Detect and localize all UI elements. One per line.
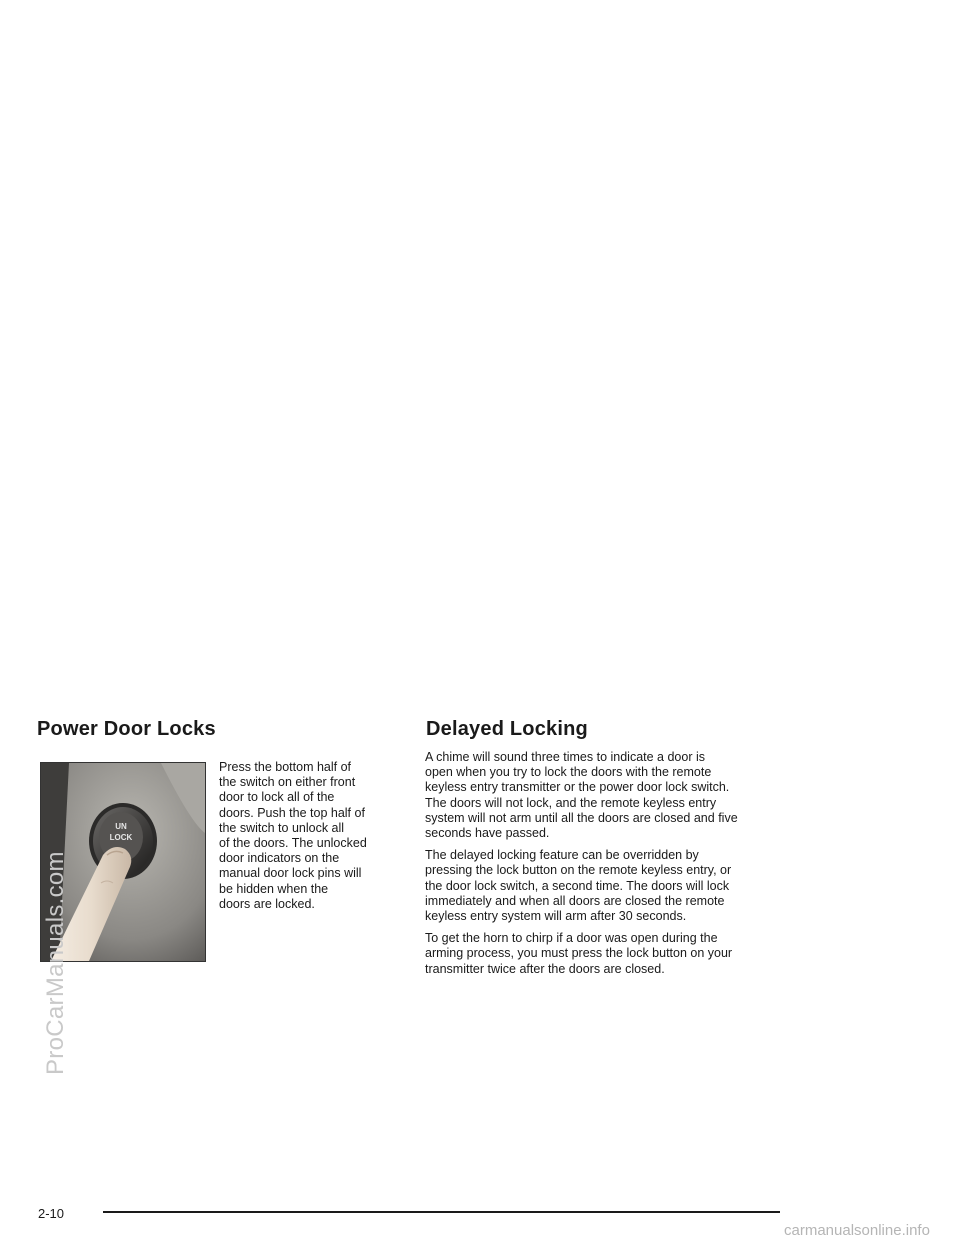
text-line: manual door lock pins will (219, 866, 362, 881)
text-line: seconds have passed. (425, 826, 550, 841)
switch-label-un: UN (115, 822, 127, 831)
delayed-locking-text (425, 750, 797, 984)
text-line: the switch on either front (219, 775, 356, 790)
text-line: keyless entry transmitter or the power door lock switch. (425, 780, 730, 795)
paragraph (425, 931, 797, 977)
text-line: open when you try to lock the doors with the remote (425, 765, 712, 780)
footer-rule (103, 1211, 780, 1213)
text-line: A chime will sound three times to indicate a door is (425, 750, 705, 764)
footer-site-link[interactable]: carmanualsonline.info (784, 1222, 930, 1239)
text-line: of the doors. The unlocked (219, 836, 367, 851)
text-line: the switch to unlock all (219, 820, 345, 835)
text-line: arming process, you must press the lock button on your (425, 946, 733, 961)
watermark: ProCarManuals.com (42, 851, 69, 1075)
power-door-locks-text (219, 760, 399, 912)
text-line: immediately and when all doors are closed the remote (425, 893, 725, 908)
page-number: 2-10 (38, 1206, 65, 1221)
section-heading-power-door-locks: Power Door Locks (37, 718, 216, 740)
text-line: The doors will not lock, and the remote keyless entry (425, 795, 717, 810)
text-line: be hidden when the (219, 881, 329, 896)
paragraph (425, 750, 797, 841)
text-line: To get the horn to chirp if a door was open during the (425, 931, 718, 946)
text-line: door indicators on the (219, 851, 340, 866)
text-line: door to lock all of the (219, 790, 335, 805)
paragraph (425, 848, 797, 924)
text-line: pressing the lock button on the remote keyless entry, or (425, 863, 732, 878)
text-line: Press the bottom half of (219, 760, 352, 774)
text-line: the door lock switch, a second time. The doors will lock (425, 878, 730, 893)
text-line: system will not arm until all the doors are closed and five (425, 810, 738, 825)
text-line: doors are locked. (219, 896, 315, 911)
text-line: transmitter twice after the doors are closed. (425, 961, 665, 976)
section-heading-delayed-locking: Delayed Locking (426, 718, 588, 740)
text-line: doors. Push the top half of (219, 805, 365, 820)
text-line: The delayed locking feature can be overridden by (425, 848, 699, 863)
switch-label-lock: LOCK (109, 833, 133, 842)
text-line: keyless entry system will arm after 30 seconds. (425, 909, 687, 924)
